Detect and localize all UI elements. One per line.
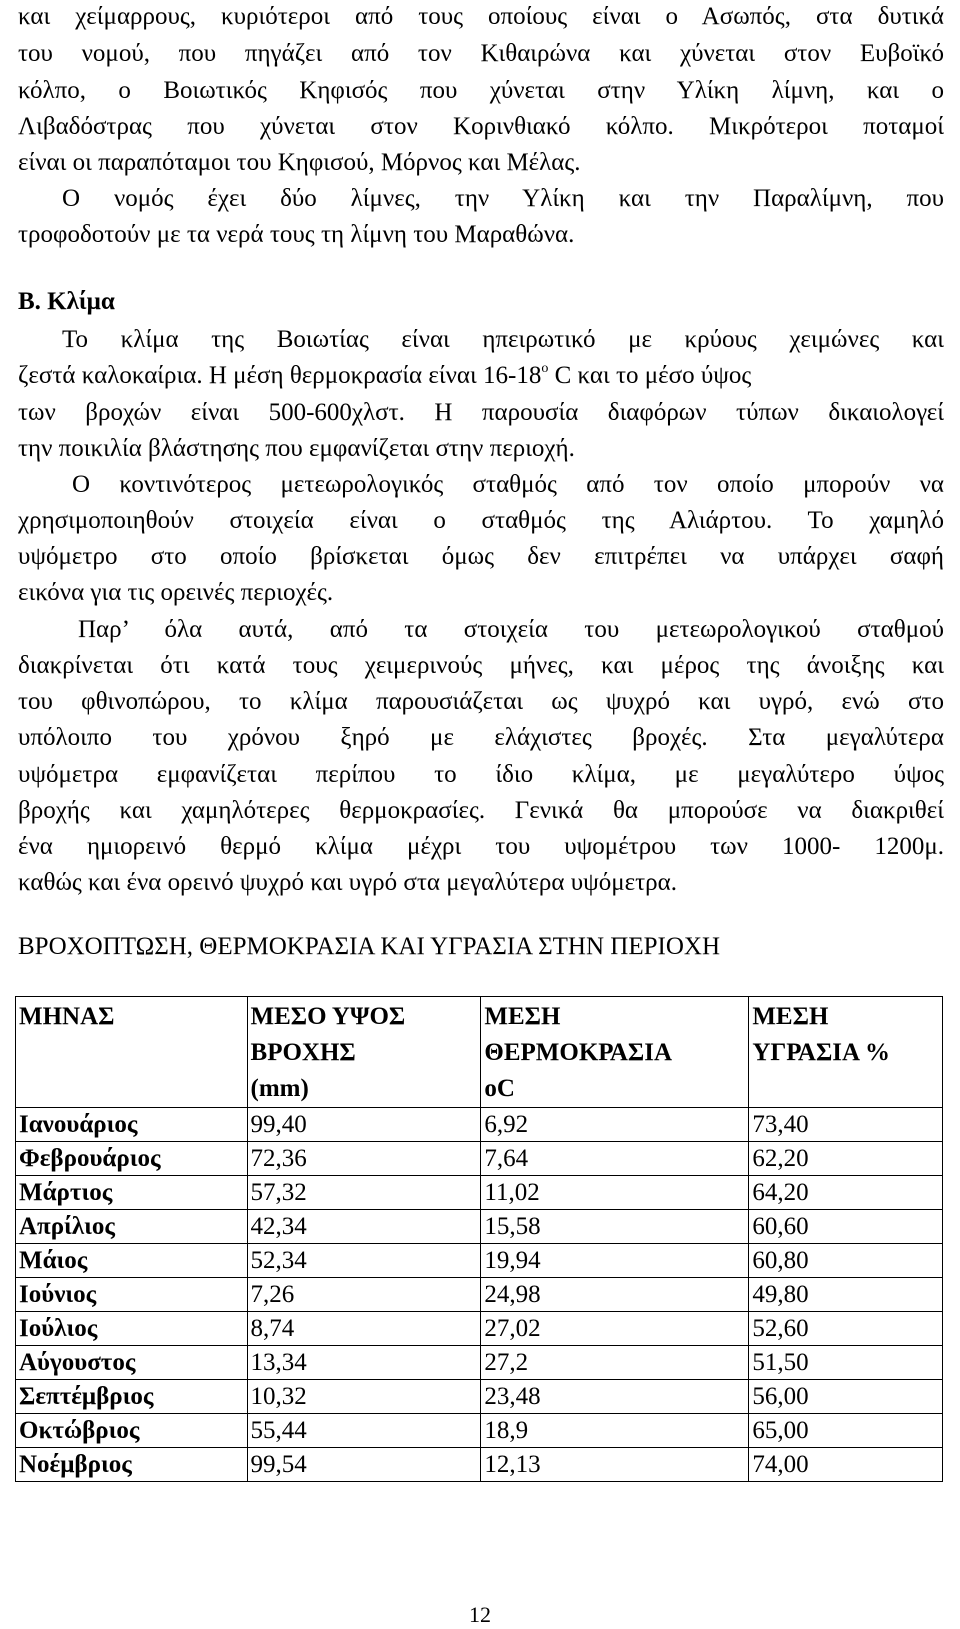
text-line: τροφοδοτούν με τα νερά τους τη λίμνη του Μαραθώνα.: [18, 221, 575, 248]
table-row: [16, 1176, 943, 1210]
page-number: 12: [469, 1602, 491, 1627]
rainfall-cell: 52,34: [247, 1244, 481, 1278]
month-cell: Απρίλιος: [16, 1210, 248, 1244]
month-cell: Μάρτιος: [16, 1176, 248, 1210]
humidity-cell: 52,60: [749, 1312, 943, 1346]
rainfall-cell: 55,44: [247, 1414, 481, 1448]
table-row: [16, 1346, 943, 1380]
temperature-cell: 27,02: [481, 1312, 749, 1346]
rainfall-cell: 42,34: [247, 1210, 481, 1244]
text-line: υψόμετρα εμφανίζεται περίπου το ίδιο κλίμα, με μεγαλύτερο ύψος: [18, 761, 944, 788]
table-caption: ΒΡΟΧΟΠΤΩΣΗ, ΘΕΡΜΟΚΡΑΣΙΑ ΚΑΙ ΥΓΡΑΣΙΑ ΣΤΗΝ ΠΕΡΙΟΧΗ: [18, 933, 721, 960]
text-line: Λιβαδόστρας που χύνεται στον Κορινθιακό κόλπο. Μικρότεροι ποταμοί: [18, 113, 944, 140]
text-line: Το κλίμα της Βοιωτίας είναι ηπειρωτικό με κρύους χειμώνες και: [62, 326, 944, 353]
rainfall-cell: 72,36: [247, 1142, 481, 1176]
table-header-row: [16, 997, 943, 1108]
table-row: [16, 1278, 943, 1312]
humidity-cell: 65,00: [749, 1414, 943, 1448]
section-heading: Β. Κλίμα: [18, 288, 115, 315]
temperature-cell: 19,94: [481, 1244, 749, 1278]
text-line: την ποικιλία βλάστησης που εμφανίζεται στην περιοχή.: [18, 435, 575, 462]
rainfall-cell: 99,54: [247, 1448, 481, 1482]
table-row: [16, 1414, 943, 1448]
humidity-cell: 56,00: [749, 1380, 943, 1414]
text-line: του νομού, που πηγάζει από τον Κιθαιρώνα και χύνεται στον Ευβοϊκό: [18, 40, 944, 67]
text-line: βροχής και χαμηλότερες θερμοκρασίες. Γενικά θα μπορούσε να διακριθεί: [18, 797, 944, 824]
text-line: Ο κοντινότερος μετεωρολογικός σταθμός από τον οποίο μπορούν να: [72, 471, 944, 498]
text-line: κόλπο, ο Βοιωτικός Κηφισός που χύνεται στην Υλίκη λίμνη, και ο: [18, 77, 944, 104]
text-line: υψόμετρο στο οποίο βρίσκεται όμως δεν επιτρέπει να υπάρχει σαφή: [18, 543, 944, 570]
rainfall-cell: 13,34: [247, 1346, 481, 1380]
text-line: χρησιμοποιηθούν στοιχεία είναι ο σταθμός της Αλιάρτου. Το χαμηλό: [18, 507, 944, 534]
humidity-cell: 51,50: [749, 1346, 943, 1380]
text-segment: ζεστά καλοκαίρια. Η μέση θερμοκρασία είναι 16-18: [18, 362, 542, 389]
temperature-cell: 15,58: [481, 1210, 749, 1244]
month-cell: Φεβρουάριος: [16, 1142, 248, 1176]
month-cell: Μάιος: [16, 1244, 248, 1278]
table-row: [16, 1210, 943, 1244]
text-line: είναι οι παραπόταμοι του Κηφισού, Μόρνος και Μέλας.: [18, 149, 581, 176]
text-line: ένα ημιορεινό θερμό κλίμα μέχρι του υψομέτρου των 1000- 1200μ.: [18, 833, 944, 860]
rainfall-cell: 7,26: [247, 1278, 481, 1312]
temperature-cell: 7,64: [481, 1142, 749, 1176]
humidity-cell: 60,80: [749, 1244, 943, 1278]
header-temperature: ΜΕΣΗ ΘΕΡΜΟΚΡΑΣΙΑ oC: [481, 997, 749, 1108]
temperature-cell: 23,48: [481, 1380, 749, 1414]
table-row: [16, 1244, 943, 1278]
text-line: διακρίνεται ότι κατά τους χειμερινούς μήνες, και μέρος της άνοιξης και: [18, 652, 944, 679]
climate-table: [15, 996, 943, 1482]
header-rainfall: ΜΕΣΟ ΥΨΟΣ ΒΡΟΧΗΣ (mm): [247, 997, 481, 1108]
header-humidity: ΜΕΣΗ ΥΓΡΑΣΙΑ %: [749, 997, 943, 1108]
degree-superscript: ο: [541, 361, 549, 376]
month-cell: Νοέμβριος: [16, 1448, 248, 1482]
month-cell: Ιούνιος: [16, 1278, 248, 1312]
text-line: του φθινοπώρου, το κλίμα παρουσιάζεται ως ψυχρό και υγρό, ενώ στο: [18, 688, 944, 715]
humidity-cell: 74,00: [749, 1448, 943, 1482]
humidity-cell: 64,20: [749, 1176, 943, 1210]
text-line: [18, 361, 944, 391]
header-month: ΜΗΝΑΣ: [16, 997, 248, 1108]
rainfall-cell: 99,40: [247, 1108, 481, 1142]
text-line: καθώς και ένα ορεινό ψυχρό και υγρό στα μεγαλύτερα υψόμετρα.: [18, 869, 677, 896]
humidity-cell: 49,80: [749, 1278, 943, 1312]
table-row: [16, 1312, 943, 1346]
text-segment: C και το μέσο ύψος: [548, 362, 752, 389]
text-line: εικόνα για τις ορεινές περιοχές.: [18, 579, 334, 606]
temperature-cell: 27,2: [481, 1346, 749, 1380]
rainfall-cell: 8,74: [247, 1312, 481, 1346]
month-cell: Οκτώβριος: [16, 1414, 248, 1448]
humidity-cell: 62,20: [749, 1142, 943, 1176]
month-cell: Αύγουστος: [16, 1346, 248, 1380]
month-cell: Ιούλιος: [16, 1312, 248, 1346]
month-cell: Σεπτέμβριος: [16, 1380, 248, 1414]
temperature-cell: 24,98: [481, 1278, 749, 1312]
temperature-cell: 11,02: [481, 1176, 749, 1210]
table-row: [16, 1380, 943, 1414]
humidity-cell: 73,40: [749, 1108, 943, 1142]
rainfall-cell: 10,32: [247, 1380, 481, 1414]
rainfall-cell: 57,32: [247, 1176, 481, 1210]
text-line: Ο νομός έχει δύο λίμνες, την Υλίκη και την Παραλίμνη, που: [62, 185, 944, 212]
temperature-cell: 18,9: [481, 1414, 749, 1448]
temperature-cell: 6,92: [481, 1108, 749, 1142]
text-line: Παρ’ όλα αυτά, από τα στοιχεία του μετεωρολογικού σταθμού: [78, 616, 944, 643]
month-cell: Ιανουάριος: [16, 1108, 248, 1142]
table-row: [16, 1448, 943, 1482]
text-line: των βροχών είναι 500-600χλστ. Η παρουσία διαφόρων τύπων δικαιολογεί: [18, 399, 944, 426]
text-line: υπόλοιπο του χρόνου ξηρό με ελάχιστες βροχές. Στα μεγαλύτερα: [18, 724, 944, 751]
text-line: και χείμαρρους, κυριότεροι από τους οποίους είναι ο Ασωπός, στα δυτικά: [18, 3, 944, 30]
humidity-cell: 60,60: [749, 1210, 943, 1244]
temperature-cell: 12,13: [481, 1448, 749, 1482]
table-row: [16, 1108, 943, 1142]
table-row: [16, 1142, 943, 1176]
